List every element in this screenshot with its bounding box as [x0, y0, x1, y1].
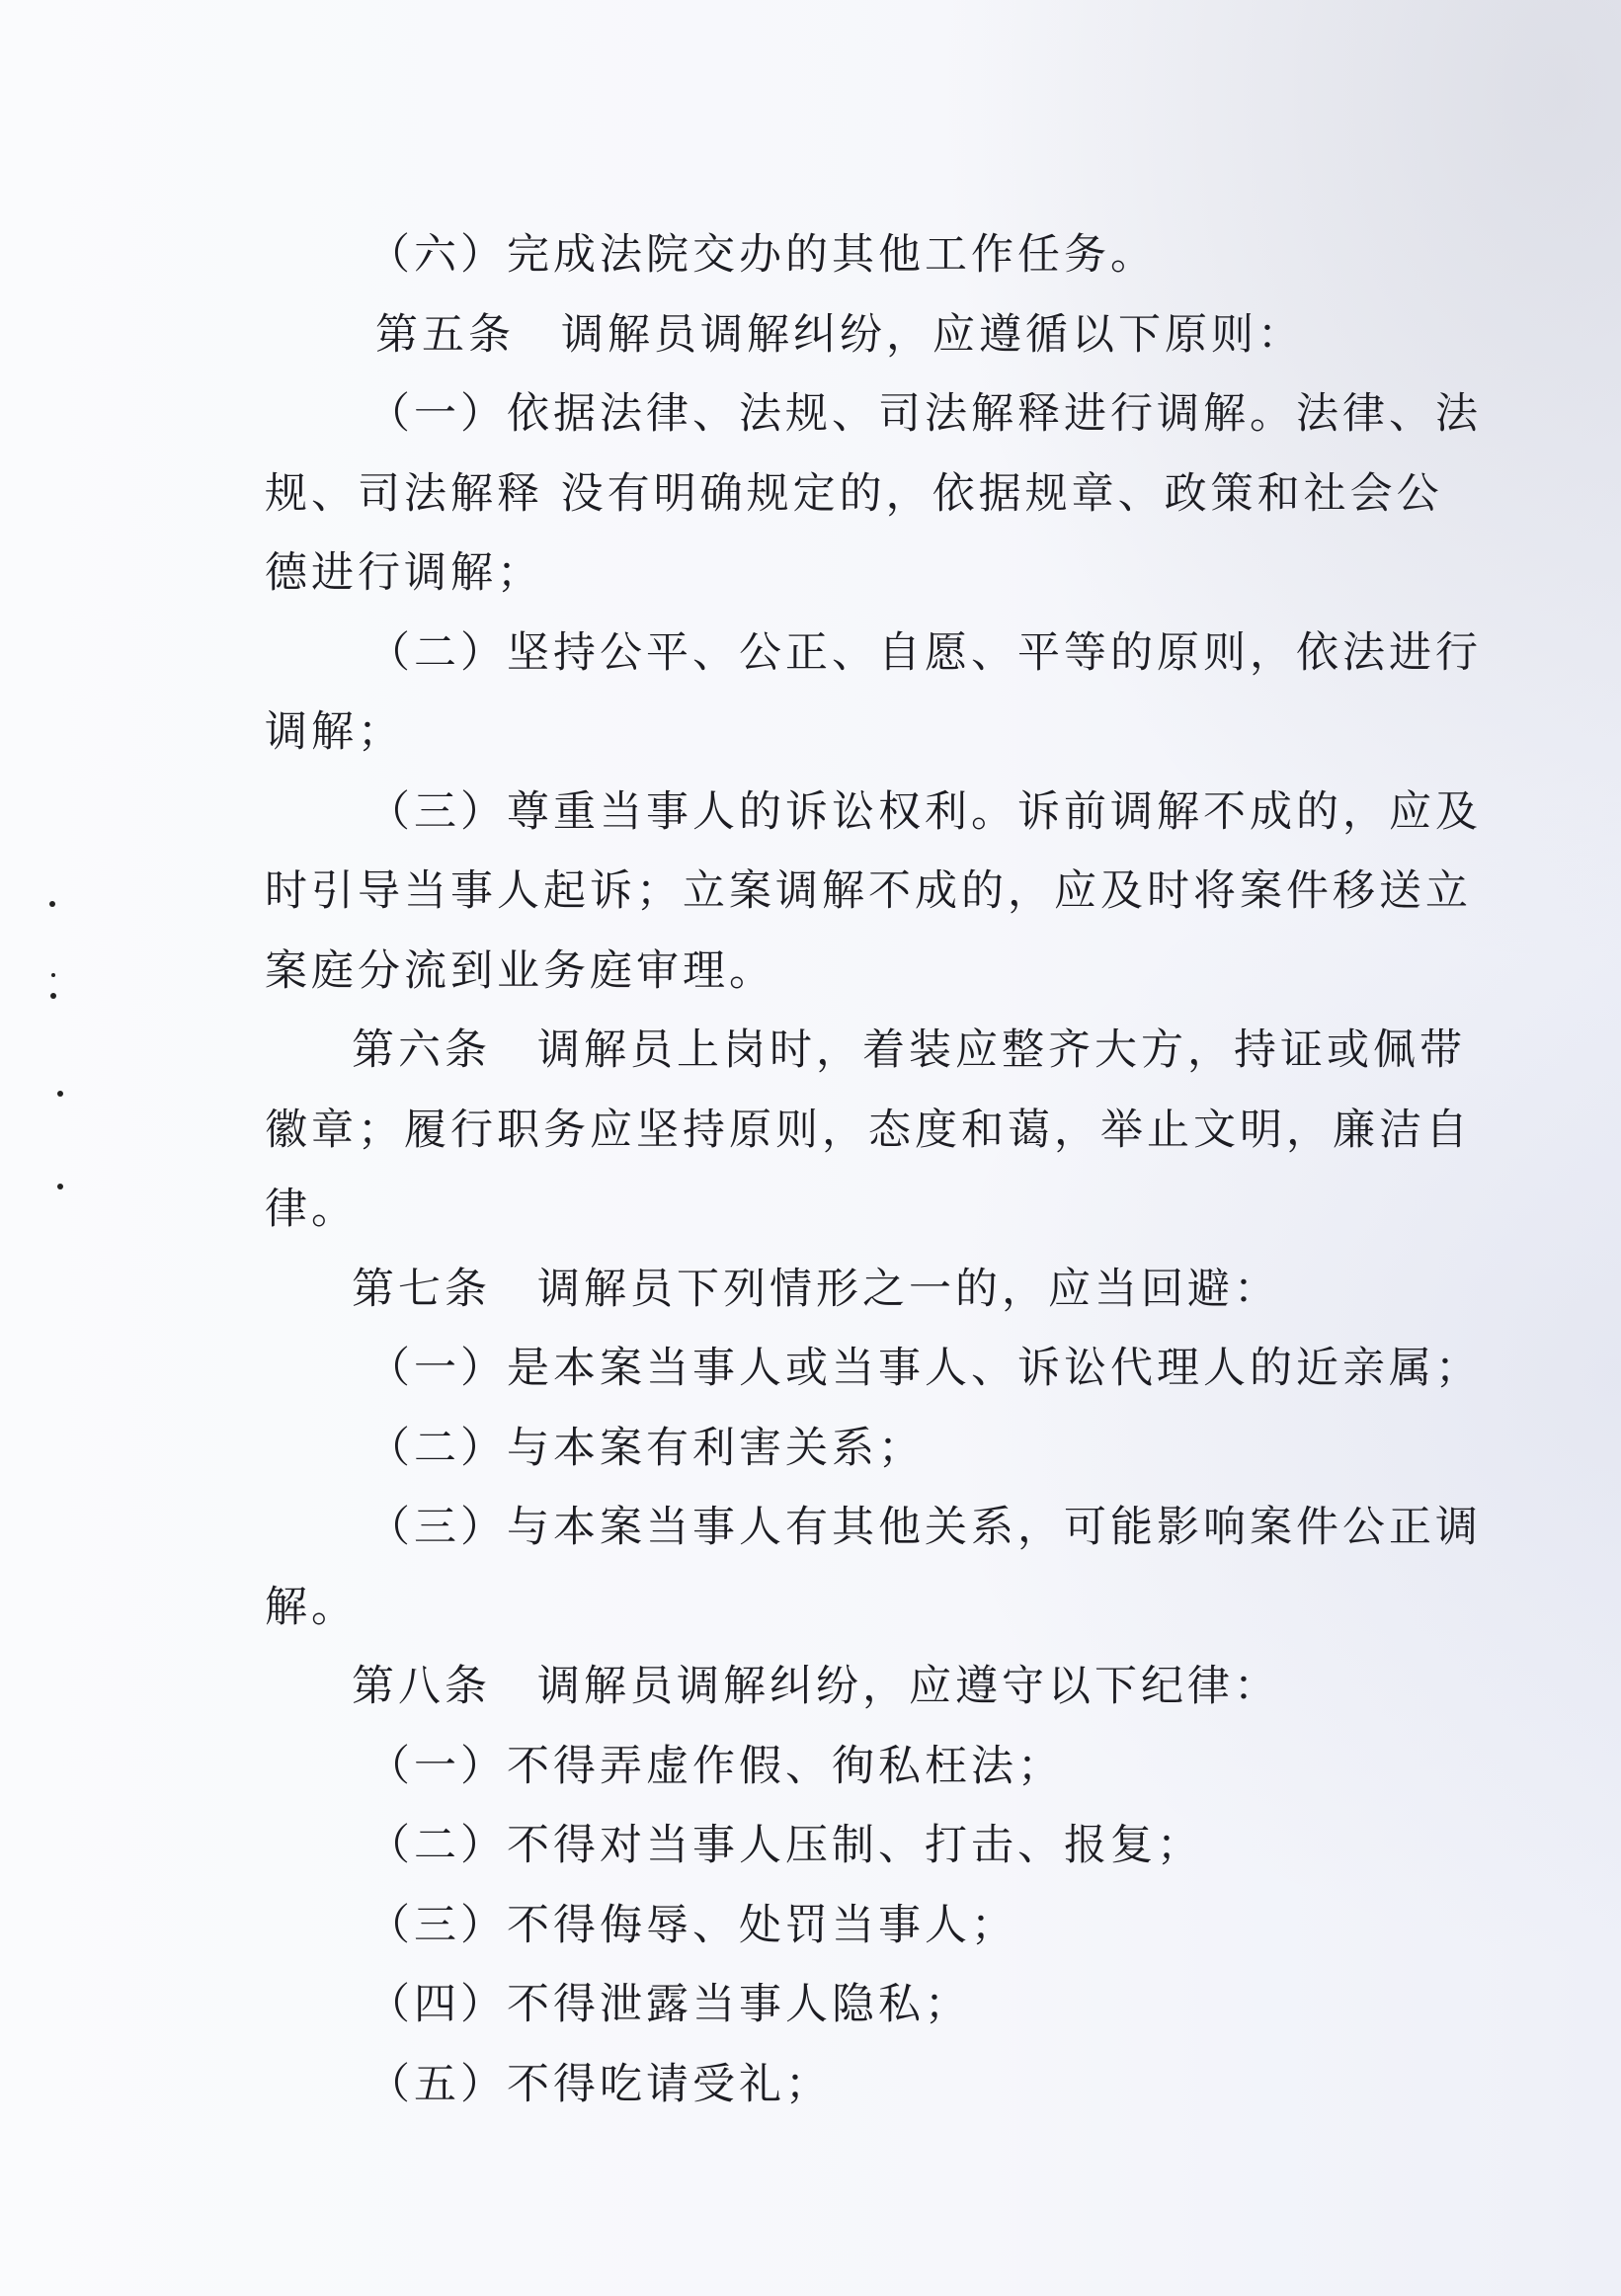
- text-line: 律。: [265, 1185, 358, 1234]
- text-line: 规、司法解释 没有明确规定的，依据规章、政策和社会公: [265, 468, 1443, 519]
- text-line: （二）坚持公平、公正、自愿、平等的原则，依法进行: [367, 627, 1482, 678]
- text-line: （三）与本案当事人有其他关系，可能影响案件公正调: [367, 1503, 1482, 1552]
- text-line: （三）不得侮辱、处罚当事人；: [367, 1900, 1017, 1950]
- binding-hole-mark: [57, 1091, 63, 1097]
- text-line: 解。: [265, 1582, 358, 1632]
- document-body: [265, 215, 1482, 2124]
- text-line: （三）尊重当事人的诉讼权利。诉前调解不成的，应及: [367, 786, 1482, 837]
- text-line: （一）是本案当事人或当事人、诉讼代理人的近亲属；: [367, 1344, 1482, 1393]
- binding-hole-mark: [51, 973, 55, 977]
- article-heading-line: 第六条 调解员上岗时，着装应整齐大方，持证或佩带: [352, 1025, 1466, 1075]
- text-line: 调解；: [265, 707, 404, 757]
- article-heading-line: 第七条 调解员下列情形之一的，应当回避：: [352, 1264, 1280, 1314]
- text-line: （二）不得对当事人压制、打击、报复；: [367, 1821, 1203, 1870]
- article-heading-line: 第八条 调解员调解纠纷，应遵守以下纪律：: [352, 1662, 1280, 1711]
- article-heading-line: 第五条 调解员调解纠纷，应遵循以下原则：: [375, 309, 1304, 360]
- text-line: （一）不得弄虚作假、徇私枉法；: [367, 1741, 1064, 1791]
- binding-hole-mark: [57, 1184, 63, 1189]
- text-line: （二）与本案有利害关系；: [367, 1423, 925, 1473]
- text-line: （六）完成法院交办的其他工作任务。: [367, 230, 1157, 280]
- text-line: 徽章；履行职务应坚持原则，态度和蔼，举止文明，廉洁自: [265, 1105, 1472, 1155]
- text-line: 德进行调解；: [265, 548, 543, 598]
- text-line: （四）不得泄露当事人隐私；: [367, 1980, 971, 2029]
- binding-hole-mark: [49, 901, 55, 907]
- text-line: （五）不得吃请受礼；: [367, 2059, 832, 2109]
- text-line: 时引导当事人起诉；立案调解不成的，应及时将案件移送立: [265, 866, 1472, 916]
- text-line: 案庭分流到业务庭审理。: [265, 945, 775, 996]
- text-line: （一）依据法律、法规、司法解释进行调解。法律、法: [367, 389, 1482, 439]
- binding-hole-mark: [50, 993, 56, 999]
